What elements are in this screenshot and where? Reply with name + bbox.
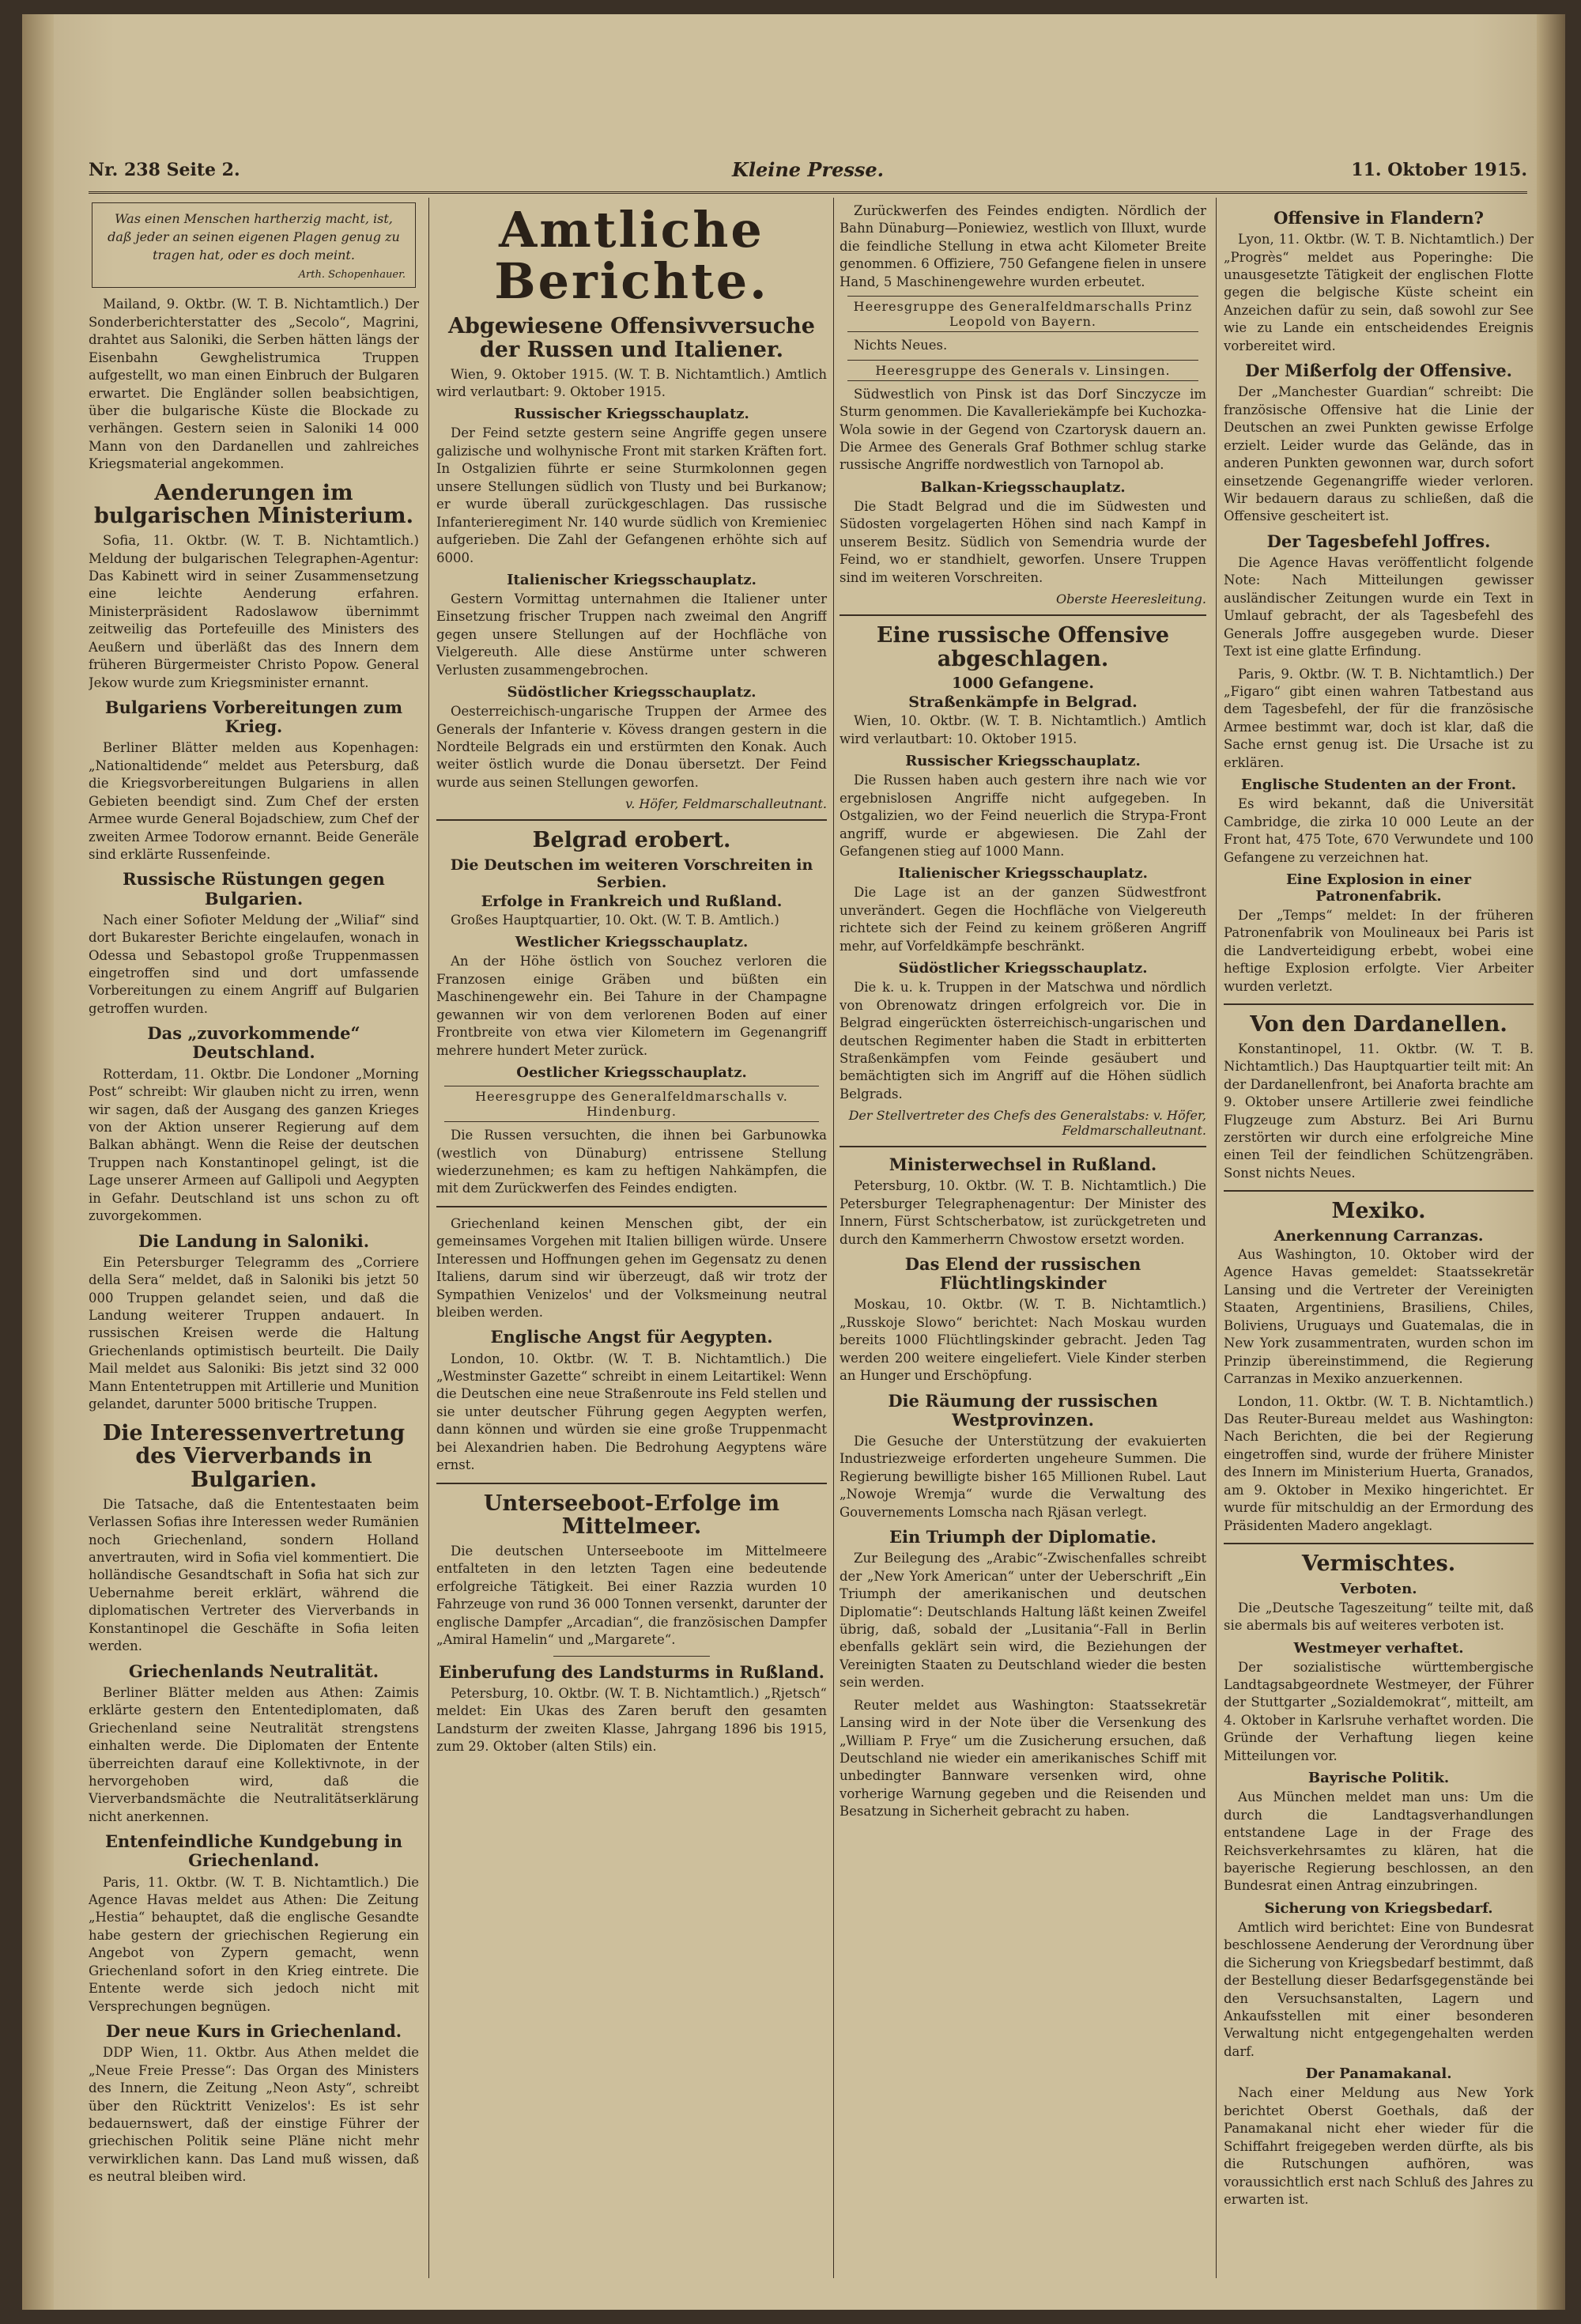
- article-text: Sofia, 11. Oktbr. (W. T. B. Nichtamtlich.) Meldung der bulgarischen Telegraphen-Agentur: Das Kabinett wird in seiner Zusammensetzung eine leichte Aenderung erfahren. Ministerpräsident Radoslawow übernimmt zeitweilig das Portefeuille des Ministers des Aeußern und überläßt das des Innern dem früheren Bürgermeister Christo Popow. General Jekow wurde zum Kriegsminister ernannt.: [89, 533, 419, 690]
- article-text: Berliner Blätter melden aus Athen: Zaimis erklärte gestern den Ententediplomaten, daß Griechenland seine Neutralität strengstens einhalten werde. Die Diplomaten der Entente überreichten darauf eine Kollektivnote, in der hervorgehoben wird, daß die Vierverbandsmächte die Neutralitätserklärung nicht anerkennen.: [89, 1684, 419, 1824]
- army-group-label: Heeresgruppe des Generals v. Linsingen.: [847, 360, 1198, 381]
- article-text: Der sozialistische württembergische Landtagsabgeordnete Westmeyer, der Führer der Stuttgarter „Sozialdemokrat“, mitteilt, am 4. Oktober in Karlsruhe verhaftet worden. Die Gründe der Verhaftung liegen keine Mitteilungen vor.: [1224, 1659, 1534, 1763]
- article-text: Es wird bekannt, daß die Universität Cambridge, die zirka 10 000 Leute an der Front hat, 475 Tote, 670 Verwundete und 100 Gefangene zu verzeichnen hat.: [1224, 796, 1534, 865]
- article-text: DDP Wien, 11. Oktbr. Aus Athen meldet die „Neue Freie Presse“: Das Organ des Ministers des Innern, die Zeitung „Neon Asty“, schreibt über den Rücktritt Venizelos': Es ist sehr bedauernswert, daß der einstige Führer der griechischen Politik seine Pläne nicht mehr verwirklichen kann. Das Land muß wissen, daß es neutral bleiben wird.: [89, 2045, 419, 2185]
- article-text: Die Tatsache, daß die Ententestaaten beim Verlassen Sofias ihre Interessen weder Rumänien noch Griechenland, sondern Holland anvertrauten, wird in Sofia viel kommentiert. Die holländische Gesandtschaft in Sofia hat sich zur Uebernahme bereit erklärt, während die diplomatischen Vertreter des Vierverbands in Konstantinopel die Geschäfte in Sofia leiten werden.: [89, 1496, 419, 1654]
- article-text: Aus München meldet man uns: Um die durch die Landtagsverhandlungen entstandene Lage in der Frage des Reichsverkehrsamtes zu klären, hat die bayerische Regierung beschlossen, an den Bundesrat einen Antrag einzubringen.: [1224, 1789, 1534, 1894]
- article-subheading: Oestlicher Kriegsschauplatz.: [516, 1064, 747, 1082]
- article-subtitle: Die Deutschen im weiteren Vorschreiten in Serbien.: [450, 856, 813, 891]
- newspaper-page: [22, 14, 1565, 2310]
- article-subheading: Westlicher Kriegsschauplatz.: [515, 934, 749, 951]
- article-text: Die k. u. k. Truppen in der Matschwa und nördlich von Obrenowatz dringen erfolgreich vor. Die in Belgrad eingerückten österreichisch-ungarischen und deutschen Regimenter haben die Stadt in erbitterten Straßenkämpfen vom Feinde gesäubert und bemächtigten sich im Angriff auf die Höhen südlich Belgrads.: [840, 980, 1206, 1102]
- article-text: Der Feind setzte gestern seine Angriffe gegen unsere galizische und wolhynische Front mit starken Kräften fort. In Ostgalizien führte er seine Sturmkolonnen gegen unsere Stellungen südlich von Tlusty und bei Burkanow; er wurde überall zurückgeschlagen. Das russische Infanterieregiment Nr. 140 wurde südlich von Kremieniec aufgerieben. Die Zahl der Gefangenen erhöhte sich auf 6000.: [436, 425, 827, 565]
- divider: [1224, 1003, 1534, 1005]
- article-text: Die deutschen Unterseeboote im Mittelmeere entfalteten in den letzten Tagen eine bedeutende erfolgreiche Tätigkeit. Bei einer Razzia wurden 10 Fahrzeuge von rund 36 000 Tonnen versenkt, darunter der englische Dampfer „Arcadian“, die französischen Dampfer „Amiral Hamelin“ und „Margarete“.: [436, 1544, 827, 1648]
- article-subtitle: Erfolge in Frankreich und Rußland.: [481, 893, 783, 910]
- article-text: Aus Washington, 10. Oktober wird der Agence Havas gemeldet: Staatssekretär Lansing und die Vertreter der Vereinigten Staaten, Argentiniens, Brasiliens, Chiles, Boliviens, Uruguays und Guatemalas, die in New York zusammentraten, wurden schon im Prinzip übereinstimmend, die Regierung Carranzas in Mexiko anzuerkennen.: [1224, 1247, 1534, 1387]
- article-text: Die Stadt Belgrad und die im Südwesten und Südosten vorgelagerten Höhen sind nach Kampf in unserem Besitz. Südlich von Semendria wurde der Feind, wo er standhielt, geworfen. Unsere Truppen sind im weiteren Vorschreiten.: [840, 498, 1206, 585]
- article-text: Südwestlich von Pinsk ist das Dorf Sinczycze im Sturm genommen. Die Kavalleriekämpfe bei Kuchozka-Wola sowie in der Gegend von Czartorysk dauern an. Die Armee des Generals Graf Bothmer schlug starke russische Angriffe nordwestlich von Tarnopol ab.: [840, 386, 1206, 473]
- article-text: Zur Beilegung des „Arabic“-Zwischenfalles schreibt der „New York American“ unter der Ueberschrift „Ein Triumph der amerikanischen und deutschen Diplomatie“: Deutschlands Haltung läßt keinen Zweifel übrig, daß, sobald der „Lusitania“-Fall in Berlin ebenfalls geklärt sein wird, die Beziehungen der Vereinigten Staaten zu Deutschland wieder die besten sein werden.: [840, 1551, 1206, 1691]
- article-heading: Eine russische Offensive abgeschlagen.: [876, 623, 1170, 671]
- article-heading: Die Landung in Saloniki.: [138, 1230, 370, 1251]
- article-text: Nichts Neues.: [854, 338, 948, 353]
- article-heading: Die Interessenvertretung des Vierverbands in Bulgarien.: [102, 1420, 406, 1493]
- column-1: [89, 202, 419, 2278]
- article-heading: Mexiko.: [1331, 1199, 1426, 1224]
- article-text: Lyon, 11. Oktbr. (W. T. B. Nichtamtlich.) Der „Progrès“ meldet aus Poperinghe: Die unausgesetzte Tätigkeit der englischen Flotte gegen die belgische Küste scheint ein Anzeichen dafür zu sein, daß sowohl zur See wie zu Lande ein entscheidendes Ereignis vorbereitet wird.: [1224, 232, 1534, 353]
- masthead: [89, 155, 1527, 194]
- article-text: London, 10. Oktbr. (W. T. B. Nichtamtlich.) Die „Westminster Gazette“ schreibt in einem Leitartikel: Wenn die Deutschen eine neue Straßenroute ins Feld stellen und sie unter deutscher Führung gegen Aegypten werfen, dann können und würden sie eine große Truppenmacht bei Alexandrien haben. Die Bedrohung Aegyptens wäre ernst.: [436, 1351, 827, 1473]
- article-text: Der „Manchester Guardian“ schreibt: Die französische Offensive hat die Linie der Deutschen an zwei Punkten gewisse Erfolge erzielt. Leider wurde das Gelände, das in anderen Punkten gewonnen war, durch sofort einsetzende Gegenangriffe wieder verloren. Wir bedauern daraus zu schließen, daß die Offensive gescheitert ist.: [1224, 384, 1534, 524]
- signature: v. Höfer, Feldmarschalleutnant.: [625, 796, 827, 812]
- article-heading: Vermischtes.: [1301, 1551, 1456, 1577]
- issue-number: Nr. 238 Seite 2.: [89, 160, 240, 180]
- article-text: Moskau, 10. Oktbr. (W. T. B. Nichtamtlich.) „Russkoje Slowo“ berichtet: Nach Moskau wurden bereits 1000 Flüchtlingskinder gebracht. Jeden Tag werden 200 weitere eingeliefert. Viele Kinder sterben an Hunger und Erschöpfung.: [840, 1297, 1206, 1384]
- divider: [436, 1206, 827, 1207]
- motto-box: [92, 202, 416, 288]
- article-heading: Das „zuvorkommende“ Deutschland.: [147, 1023, 360, 1063]
- article-subheading: Italienischer Kriegsschauplatz.: [507, 571, 757, 588]
- article-text: Wien, 9. Oktober 1915. (W. T. B. Nichtamtlich.) Amtlich wird verlautbart: 9. Oktober 1915.: [436, 366, 827, 399]
- article-subheading: Verboten.: [1340, 1580, 1417, 1597]
- article-text: Die Lage ist an der ganzen Südwestfront unverändert. Gegen die Hochfläche von Vielgereuth richtete sich der Feind zu keinem größeren Angriff mehr, auf Vorfeldkämpfe beschränkt.: [840, 885, 1206, 954]
- article-subtitle: 1000 Gefangene.: [952, 675, 1094, 693]
- article-text: Griechenland keinen Menschen gibt, der ein gemeinsames Vorgehen mit Italien billigen würde. Unsere Interessen und Hoffnungen gehen im Gegensatz zu denen Italiens, darum sind wir überzeugt, daß wir trotz der Sympathien Venizelos' und der Volksmeinung neutral bleiben werden.: [436, 1215, 827, 1320]
- article-text: Rotterdam, 11. Oktbr. Die Londoner „Morning Post“ schreibt: Wir glauben nicht zu irren, wenn wir sagen, daß der Ausgang des ganzen Krieges von der Aktion unserer Regierung auf dem Balkan abhängt. Wenn die Reise der deutschen Truppen nach Konstantinopel gelingt, ist die Lage unserer Armeen auf Gallipoli und Aegypten in Gefahr. Deutschland ist uns schon zu oft zuvorgekommen.: [89, 1066, 419, 1224]
- paper-name: Kleine Presse.: [731, 158, 885, 181]
- article-text: Die Agence Havas veröffentlicht folgende Note: Nach Mitteilungen gewisser ausländischer Zeitungen wurde ein Text in Umlauf gebracht, der als Tagesbefehl des Generals Joffre ausgegeben wurde. Dieser Text ist eine glatte Erfindung.: [1224, 554, 1534, 659]
- article-text: Die Russen versuchten, die ihnen bei Garbunowka (westlich von Dünaburg) entrissene Stellung wiederzunehmen; es kam zu heftigen Nahkämpfen, die mit dem Zurückwerfen des Feindes endigten.: [436, 1128, 827, 1196]
- article-heading: Griechenlands Neutralität.: [128, 1661, 379, 1681]
- article-text: Nach einer Meldung aus New York berichtet Oberst Goethals, daß der Panamakanal nicht eher wieder für die Schiffahrt freigegeben werden dürfte, als bis die Rutschungen aufhören, was voraussichtlich erst nach Schluß des Jahres zu erwarten ist.: [1224, 2085, 1534, 2207]
- article-subtitle: Anerkennung Carranzas.: [1273, 1227, 1484, 1245]
- signature: Oberste Heeresleitung.: [1056, 591, 1206, 607]
- article-heading: Der Mißerfolg der Offensive.: [1245, 361, 1512, 381]
- article-subheading: Balkan-Kriegsschauplatz.: [920, 478, 1126, 496]
- divider: [436, 1483, 827, 1484]
- article-subheading: Russischer Kriegsschauplatz.: [514, 406, 749, 423]
- article-text: Die Russen haben auch gestern ihre nach wie vor ergebnislosen Angriffe nicht aufgegeben. In Ostgalizien, wo der Feind neuerlich die Strypa-Front angriff, wurde er abgewiesen. Die Zahl der Gefangenen stieg auf 1000 Mann.: [840, 773, 1206, 859]
- article-text: Ein Petersburger Telegramm des „Corriere della Sera“ meldet, daß in Saloniki bis jetzt 50 000 Truppen gelandet seien, und daß die Landung weiterer Truppen andauert. In russischen Kreisen werde die Haltung Griechenlands optimistisch beurteilt. Die Daily Mail meldet aus Saloniki: Bis jetzt sind 32 000 Mann Ententetruppen mit Artillerie und Munition gelandet, darunter 5000 britische Truppen.: [89, 1254, 419, 1412]
- article-text: Paris, 9. Oktbr. (W. T. B. Nichtamtlich.) Der „Figaro“ gibt einen wahren Tatbestand aus dem Tagesbefehl, der für die französische Armee bestimmt war, doch ist klar, daß die Sache ernst genug ist. Die Ursache ist zu erklären.: [1224, 666, 1534, 770]
- article-heading: Belgrad erobert.: [532, 828, 731, 853]
- army-group-label: Heeresgruppe des Generalfeldmarschalls v. Hindenburg.: [444, 1086, 819, 1122]
- divider: [1224, 1543, 1534, 1544]
- article-text: Berliner Blätter melden aus Kopenhagen: „Nationaltidende“ meldet aus Petersburg, daß die Kriegsvorbereitungen Bulgariens in allen Gebieten beendigt sind. Zum Chef der ersten Armee wurde General Bojadschiew, zum Chef der zweiten Armee Todorow ernannt. Beide Generäle sind erklärte Russenfeinde.: [89, 740, 419, 862]
- article-subheading: Der Panamakanal.: [1305, 2065, 1452, 2083]
- article-text: Großes Hauptquartier, 10. Okt. (W. T. B. Amtlich.): [451, 913, 779, 928]
- article-heading: Offensive in Flandern?: [1273, 208, 1484, 228]
- article-text: Wien, 10. Oktbr. (W. T. B. Nichtamtlich.) Amtlich wird verlautbart: 10. Oktober 1915.: [840, 713, 1206, 746]
- article-subheading: Südöstlicher Kriegsschauplatz.: [507, 684, 757, 701]
- column-3: [840, 202, 1206, 2278]
- article-subheading: Bayrische Politik.: [1307, 1770, 1450, 1787]
- motto-text: Was einen Menschen hartherzig macht, ist, daß jeder an seinen eigenen Plagen genug zu tragen hat, oder es doch meint.: [108, 211, 400, 263]
- article-subtitle: Straßenkämpfe in Belgrad.: [908, 693, 1138, 712]
- binding-gutter-left: [22, 14, 54, 2310]
- article-heading: Entenfeindliche Kundgebung in Griechenland.: [104, 1831, 403, 1871]
- article-text: Petersburg, 10. Oktbr. (W. T. B. Nichtamtlich.) Die Petersburger Telegraphenagentur: Der Minister des Innern, Fürst Schtscherbatow, ist zurückgetreten und durch den Kammerherrn Chwostow ersetzt worden.: [840, 1178, 1206, 1247]
- divider: [553, 1656, 710, 1657]
- motto-author: Arth. Schopenhauer.: [298, 268, 406, 281]
- army-group-label: Heeresgruppe des Generalfeldmarschalls Prinz Leopold von Bayern.: [847, 296, 1198, 332]
- article-text: London, 11. Oktbr. (W. T. B. Nichtamtlich.) Das Reuter-Bureau meldet aus Washington: Nach Berichten, die bei der Regierung eingetroffen sind, wurde der frühere Minister des Innern im Ministerium Huerta, Granados, am 9. Oktober in Mexiko hingerichtet. Er wurde für mitschuldig an der Ermordung des Präsidenten Madero angeklagt.: [1224, 1393, 1534, 1533]
- article-heading: Aenderungen im bulgarischen Ministerium.: [93, 480, 414, 529]
- article-subheading: Italienischer Kriegsschauplatz.: [898, 865, 1148, 882]
- article-heading: Der Tagesbefehl Joffres.: [1266, 531, 1491, 551]
- article-text: Gestern Vormittag unternahmen die Italiener unter Einsetzung frischer Truppen nach zweimal den Angriff gegen unsere Stellungen auf der Hochfläche von Vielgereuth. Alle diese Anstürme unter schweren Verlusten zusammengebrochen.: [436, 591, 827, 678]
- article-text: Reuter meldet aus Washington: Staatssekretär Lansing wird in der Note über die Versenkung des „William P. Frye“ um die Zusicherung ersuchen, daß Deutschland nie wieder ein amerikanisches Schiff mit unbedingter Bannware versenken wird, ohne vorherige Warnung gegeben und die Reisenden und Besatzung in Sicherheit gebracht zu haben.: [840, 1697, 1206, 1820]
- article-subheading: Englische Studenten an der Front.: [1240, 777, 1517, 794]
- article-heading: Abgewiesene Offensivversuche der Russen und Italiener.: [448, 314, 815, 362]
- signature: Der Stellvertreter des Chefs des Generalstabs: v. Höfer, Feldmarschalleutnant.: [848, 1108, 1206, 1139]
- article-heading: Von den Dardanellen.: [1250, 1012, 1507, 1037]
- article-heading: Bulgariens Vorbereitungen zum Krieg.: [104, 697, 403, 737]
- divider: [436, 819, 827, 821]
- divider: [840, 1146, 1206, 1147]
- article-heading: Ein Triumph der Diplomatie.: [889, 1527, 1157, 1547]
- column-4: [1224, 202, 1534, 2278]
- article-heading: Ministerwechsel in Rußland.: [889, 1154, 1157, 1175]
- article-text: Petersburg, 10. Oktbr. (W. T. B. Nichtamtlich.) „Rjetsch“ meldet: Ein Ukas des Zaren beruft den gesamten Landsturm der zweiten Klasse, Jahrgang 1896 bis 1915, zum 29. Oktober (alten Stils) ein.: [436, 1685, 827, 1755]
- column-rule: [1216, 198, 1217, 2278]
- issue-date: 11. Oktober 1915.: [1351, 160, 1527, 180]
- article-text: Paris, 11. Oktbr. (W. T. B. Nichtamtlich.) Die Agence Havas meldet aus Athen: Die Zeitung „Hestia“ behauptet, daß die englische Gesandte habe gestern der griechischen Regierung ein Angebot von Zypern gemacht, wenn Griechenland sofort in den Krieg eintrete. Die Entente werde sich jedoch nicht mit Versprechungen begnügen.: [89, 1874, 419, 2014]
- page-edge-right: [1537, 14, 1565, 2310]
- article-text: Der „Temps“ meldet: In der früheren Patronenfabrik von Moulineaux bei Paris ist die Landverteidigung erbebt, wobei eine heftige Explosion erfolgte. Vier Arbeiter wurden verletzt.: [1224, 907, 1534, 994]
- article-text: Mailand, 9. Oktbr. (W. T. B. Nichtamtlich.) Der Sonderberichterstatter des „Secolo“, Magrini, drahtet aus Saloniki, die Serben hätten längs der Eisenbahn Gewghelistrumica Truppen aufgestellt, wo man einen Einbruch der Bulgaren erwartet. Die Engländer sollen beabsichtigen, über die bulgarische Küste die Blockade zu verhängen. Gestern seien in Saloniki 14 000 Mann von den Dardanellen und zahlreiches Kriegsmaterial angekommen.: [89, 297, 419, 472]
- article-text: Oesterreichisch-ungarische Truppen der Armee des Generals der Infanterie v. Kövess drangen gestern in die Nordteile Belgrads ein und erstürmten den Konak. Auch weiter östlich wurde die Donau übersetzt. Der Feind wurde aus seinen Stellungen geworfen.: [436, 704, 827, 790]
- article-text: Zurückwerfen des Feindes endigten. Nördlich der Bahn Dünaburg—Poniewiez, westlich von Illuxt, wurde die feindliche Stellung in etwa acht Kilometer Breite genommen. 6 Offiziere, 750 Gefangene fielen in unsere Hand, 5 Maschinengewehre wurden erbeutet.: [840, 203, 1206, 289]
- article-heading: Unterseeboot-Erfolge im Mittelmeer.: [483, 1491, 780, 1540]
- section-title: Amtliche Berichte.: [494, 202, 769, 311]
- article-text: Nach einer Sofioter Meldung der „Wiliaf“ sind dort Bukarester Berichte eingelaufen, wonach in Odessa und Sebastopol große Truppenmassen eingetroffen sind und dort umfassende Vorbereitungen zu einem Angriff auf Bulgarien getroffen wurden.: [89, 912, 419, 1016]
- article-text: Die „Deutsche Tageszeitung“ teilte mit, daß sie abermals bis auf weiteres verboten ist.: [1224, 1600, 1534, 1634]
- article-subheading: Russischer Kriegsschauplatz.: [905, 753, 1141, 770]
- article-subheading: Westmeyer verhaftet.: [1293, 1639, 1464, 1657]
- divider: [840, 614, 1206, 616]
- article-subheading: Sicherung von Kriegsbedarf.: [1264, 1899, 1493, 1917]
- article-heading: Einberufung des Landsturms in Rußland.: [439, 1661, 824, 1682]
- article-text: Amtlich wird berichtet: Eine von Bundesrat beschlossene Aenderung der Verordnung über die Sicherung von Kriegsbedarf bestimmt, daß der Bestellung dieser Bedarfsgegenstände bei den Versuchsanstalten, Lagern und Ankaufsstellen mit einer besonderen Verwaltung nicht entgegengehalten werden darf.: [1224, 1919, 1534, 2059]
- article-heading: Englische Angst für Aegypten.: [490, 1327, 773, 1347]
- article-subheading: Südöstlicher Kriegsschauplatz.: [898, 960, 1148, 977]
- divider: [1224, 1190, 1534, 1192]
- article-text: An der Höhe östlich von Souchez verloren die Franzosen einige Gräben und büßten ein Maschinengewehr ein. Bei Tahure in der Champagne gewannen wir von dem verlorenen Boden auf einer Frontbreite von etwa vier Kilometern im Gegenangriff mehrere hundert Meter zurück.: [436, 954, 827, 1058]
- column-rule: [428, 198, 429, 2278]
- article-heading: Das Elend der russischen Flüchtlingskinder: [904, 1254, 1141, 1294]
- article-heading: Russische Rüstungen gegen Bulgarien.: [123, 869, 385, 909]
- article-text: Konstantinopel, 11. Oktbr. (W. T. B. Nichtamtlich.) Das Hauptquartier teilt mit: An der Dardanellenfront, bei Anaforta brachte am 9. Oktober unsere Artillerie zwei feindliche Flugzeuge zum Absturz. Bei Ari Burnu zerstörten wir durch eine erfolgreiche Mine einen Teil der feindlichen Schützengräben. Sonst nichts Neues.: [1224, 1041, 1534, 1181]
- column-rule: [833, 198, 834, 2278]
- article-heading: Die Räumung der russischen Westprovinzen.: [888, 1390, 1158, 1430]
- article-subheading: Eine Explosion in einer Patronenfabrik.: [1285, 871, 1472, 905]
- article-heading: Der neue Kurs in Griechenland.: [105, 2021, 402, 2042]
- article-text: Die Gesuche der Unterstützung der evakuierten Industriezweige erforderten ungeheure Summen. Die Regierung bewilligte bisher 165 Millionen Rubel. Laut „Nowoje Wremja“ wurde die Verwaltung des Gouvernements Lomscha nach Rjäsan verlegt.: [840, 1433, 1206, 1520]
- column-2: [436, 202, 827, 2278]
